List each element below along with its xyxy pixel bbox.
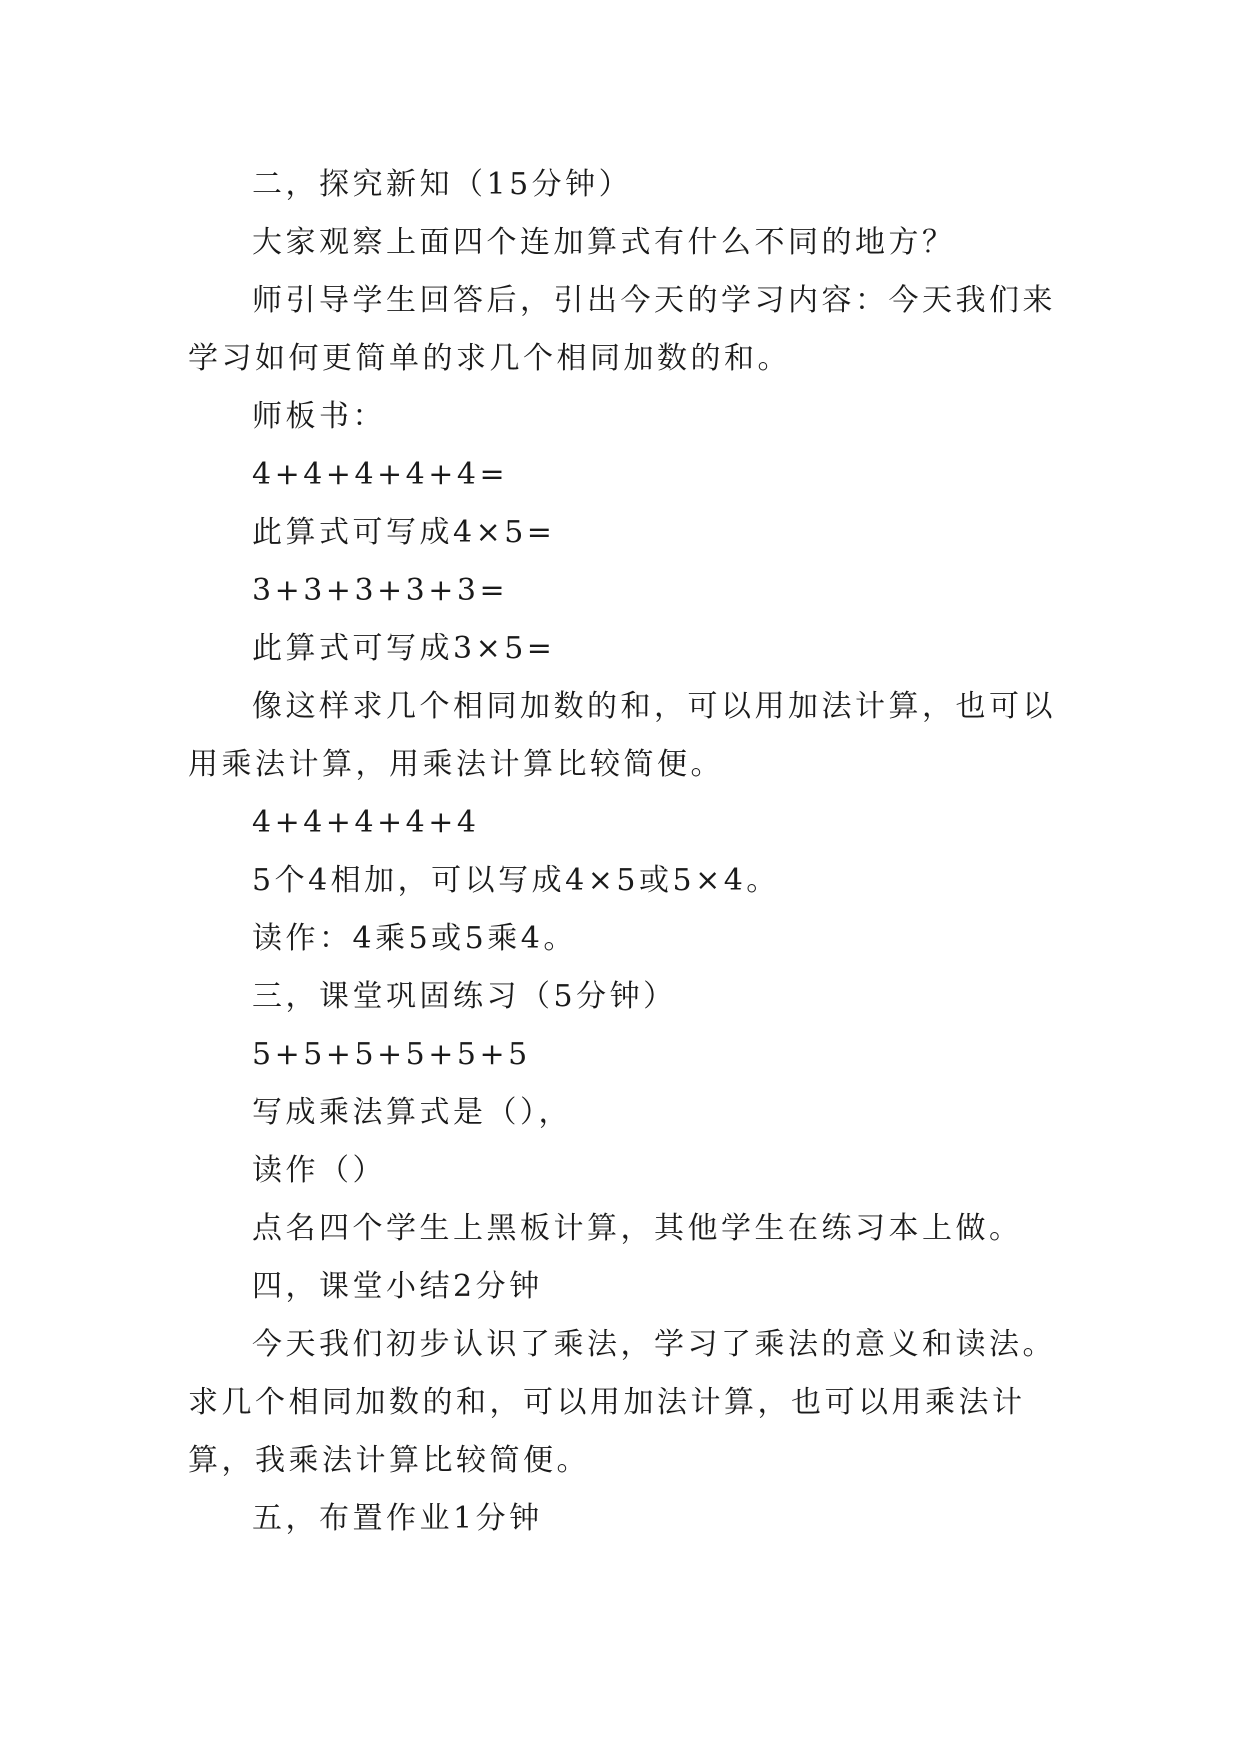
section-heading-summary: 四，课堂小结2分钟	[252, 1269, 543, 1304]
paragraph-write-multiplication: 写成乘法算式是（），	[252, 1095, 572, 1130]
section-heading-practice: 三，课堂巩固练习（5分钟）	[252, 979, 677, 1014]
paragraph-call-students: 点名四个学生上黑板计算，其他学生在练习本上做。	[252, 1211, 1023, 1246]
paragraph-read-as: 读作：4乘5或5乘4。	[252, 921, 577, 956]
equation-multiply-4x5: 此算式可写成4×5=	[252, 515, 556, 550]
paragraph-five-fours: 5个4相加，可以写成4×5或5×4。	[252, 863, 780, 898]
paragraph-read-blank: 读作（）	[252, 1153, 386, 1188]
paragraph-observe-question: 大家观察上面四个连加算式有什么不同的地方？	[252, 225, 956, 260]
equation-add-fours-plain: 4+4+4+4+4	[252, 805, 480, 840]
section-heading-explore: 二，探究新知（15分钟）	[252, 167, 633, 202]
paragraph-teacher-guide: 师引导学生回答后，引出今天的学习内容：今天我们来学习如何更简单的求几个相同加数的和。	[188, 283, 1056, 376]
equation-add-fives: 5+5+5+5+5+5	[252, 1037, 531, 1072]
equation-add-threes: 3+3+3+3+3=	[252, 573, 509, 608]
paragraph-board-label: 师板书：	[252, 399, 386, 434]
section-heading-homework: 五，布置作业1分钟	[252, 1501, 543, 1536]
equation-add-fours: 4+4+4+4+4=	[252, 457, 509, 492]
paragraph-explanation: 像这样求几个相同加数的和，可以用加法计算，也可以用乘法计算，用乘法计算比较简便。	[188, 689, 1056, 782]
equation-multiply-3x5: 此算式可写成3×5=	[252, 631, 556, 666]
document-body	[188, 156, 1068, 1548]
paragraph-summary: 今天我们初步认识了乘法，学习了乘法的意义和读法。求几个相同加数的和，可以用加法计算，也可以用乘法计算，我乘法计算比较简便。	[188, 1327, 1056, 1478]
